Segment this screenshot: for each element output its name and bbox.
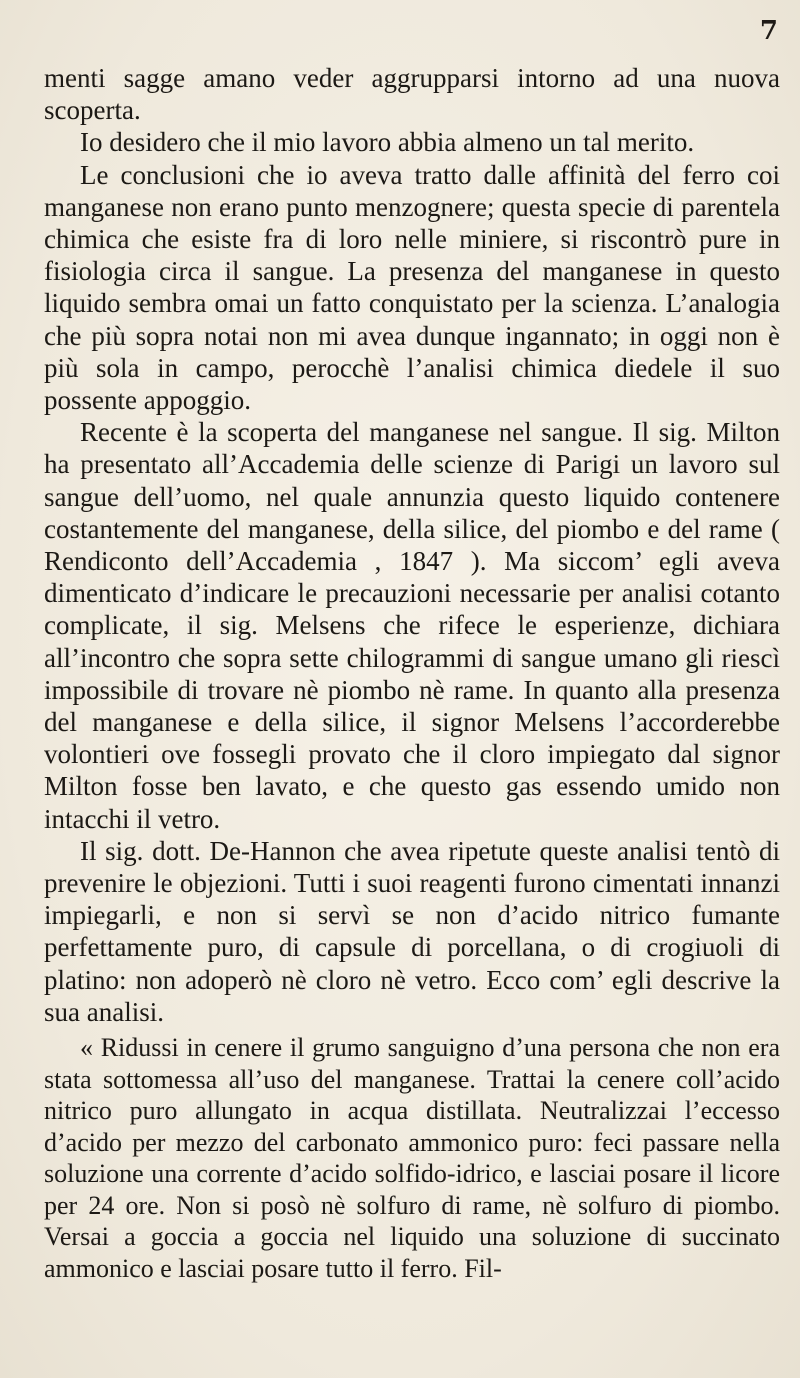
body-text (44, 62, 780, 1284)
paragraph: Le conclusioni che io aveva tratto dalle affinità del ferro coi manganese non erano punto menzognere; questa specie di parentela chimica che esiste fra di loro nelle miniere, si riscontrò pure in fisiologia circa il sangue. La presenza del manganese in questo liquido sembra omai un fatto conquistato per la scienza. L’analogia che più sopra notai non mi avea dunque ingannato; in oggi non è più sola in campo, perocchè l’analisi chimica diedele il suo possente appoggio. (44, 159, 780, 416)
quoted-paragraph: « Ridussi in cenere il grumo sanguigno d’una persona che non era stata sottomessa all’uso del manganese. Trattai la cenere coll’acido nitrico puro allungato in acqua distillata. Neutralizzai l’eccesso d’acido per mezzo del carbonato ammonico puro: feci passare nella soluzione una corrente d’acido solfido-idrico, e lasciai posare il licore per 24 ore. Non si posò nè solfuro di rame, nè solfuro di piombo. Versai a goccia a goccia nel liquido una soluzione di succinato ammonico e lasciai posare tutto il ferro. Fil- (44, 1033, 780, 1283)
paragraph: Io desidero che il mio lavoro abbia almeno un tal merito. (80, 127, 695, 158)
page-number: 7 (759, 16, 778, 46)
paragraph: Recente è la scoperta del manganese nel sangue. Il sig. Milton ha presentato all’Accademia delle scienze di Parigi un lavoro sul sangue dell’uomo, nel quale annunzia questo liquido contenere costantemente del manganese, della silice, del piombo e del rame ( Rendiconto dell’Accademia , 1847 ). Ma siccom’ egli aveva dimenticato d’indicare le precauzioni necessarie per analisi cotanto complicate, il sig. Melsens che rifece le esperienze, dichiara all’incontro che sopra sette chilogrammi di sangue umano gli riescì impossibile di trovare nè piombo nè rame. In quanto alla presenza del manganese e della silice, il signor Melsens l’accorderebbe volontieri ove fossegli provato che il cloro impiegato dal signor Milton fosse ben lavato, e che questo gas essendo umido non intacchi il vetro. (44, 417, 780, 834)
paragraph: Il sig. dott. De-Hannon che avea ripetute queste analisi tentò di prevenire le objezioni. Tutti i suoi reagenti furono cimentati innanzi impiegarli, e non si servì se non d’acido nitrico fumante perfettamente puro, di capsule di porcellana, o di crogiuoli di platino: non adoperò nè cloro nè vetro. Ecco com’ egli descrive la sua analisi. (44, 835, 780, 1027)
paragraph-continuation: menti sagge amano veder aggrupparsi intorno ad una nuova scoperta. (44, 63, 780, 126)
